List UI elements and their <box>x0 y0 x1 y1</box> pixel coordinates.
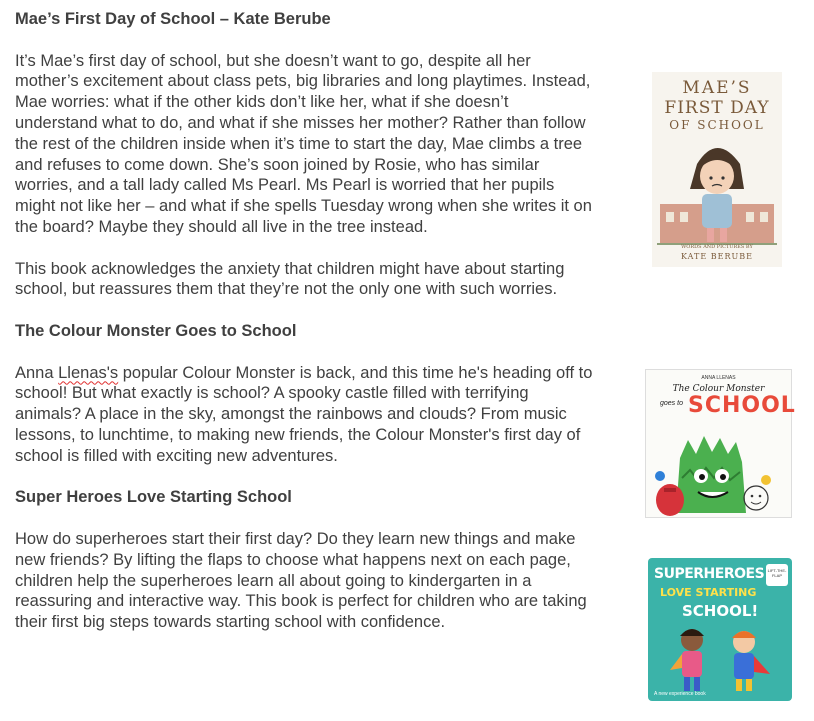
mae-illustration <box>652 134 782 254</box>
cover-author: KATE BERUBE <box>681 252 753 261</box>
article-text <box>15 9 595 633</box>
cover-title-line: The Colour Monster <box>672 384 765 394</box>
cover-title-line: SUPERHEROES <box>654 566 765 582</box>
cover-footer: A new experience book <box>654 691 706 697</box>
colour-monster-illustration <box>646 418 791 518</box>
paragraph-mae-summary: It’s Mae’s first day of school, but she doesn’t want to go, despite all her mother’s excitement about class pets, big libraries and long playtimes. Instead, Mae worries: what if the other kids don’t like her, what if she doesn’t understand what to do, and what if she misses her mother? Rather than follow the rest of the children inside when it’s time to start the day, Mae climbs a tree and refuses to come down. She’s soon joined by Rosie, who has similar worries, and a tall lady called Ms Pearl. Ms Pearl is worried that her pupils might not like her – and what if she spells Tuesday wrong when she writes it on the board? Maybe they should all live in the tree instead. <box>15 51 592 236</box>
paragraph-text: popular Colour Monster is back, and this time he's heading off to school! But what exactly is school? A spooky castle filled with terrifying animals? A place in the sky, amongst the rainbows and clouds? From music lessons, to lunchtime, to making new friends, the Colour Monster's first day of school is filled with exciting new adventures. <box>15 363 593 465</box>
section-title-colour-monster: The Colour Monster Goes to School <box>15 321 297 340</box>
book-cover-mae <box>652 72 782 267</box>
cover-title-line: SCHOOL <box>688 393 796 418</box>
paragraph-colour-monster <box>15 363 595 467</box>
paragraph-mae-note: This book acknowledges the anxiety that children might have about starting school, but reassures them that they’re not the only one with such worries. <box>15 259 565 299</box>
cover-author: ANNA LLENAS <box>701 375 736 381</box>
flap-badge: LIFT-THE-FLAP <box>766 564 788 586</box>
cover-title-line: LOVE STARTING <box>660 586 757 599</box>
cover-title-line: SCHOOL! <box>682 602 759 620</box>
section-title-mae: Mae’s First Day of School – Kate Berube <box>15 10 331 28</box>
spellcheck-word[interactable]: Llenas's <box>58 363 119 382</box>
cover-title-line: MAE’S <box>682 78 752 98</box>
superheroes-illustration <box>648 620 792 700</box>
cover-title-line: goes to <box>660 400 683 407</box>
book-cover-superheroes <box>648 558 792 701</box>
cover-title-line: FIRST DAY <box>664 98 770 118</box>
book-cover-colour-monster <box>645 369 796 518</box>
cover-title-line: OF SCHOOL <box>669 118 765 132</box>
cover-credit: WORDS AND PICTURES BY <box>681 244 753 250</box>
paragraph-text: Anna <box>15 363 59 382</box>
paragraph-superheroes: How do superheroes start their first day? Do they learn new things and make new friends? By lifting the flaps to choose what happens next on each page, children help the superheroes learn all about going to kindergarten in a reassuring and interactive way. This book is perfect for children who are taking their first big steps towards starting school with confidence. <box>15 529 587 632</box>
section-title-superheroes: Super Heroes Love Starting School <box>15 488 292 507</box>
